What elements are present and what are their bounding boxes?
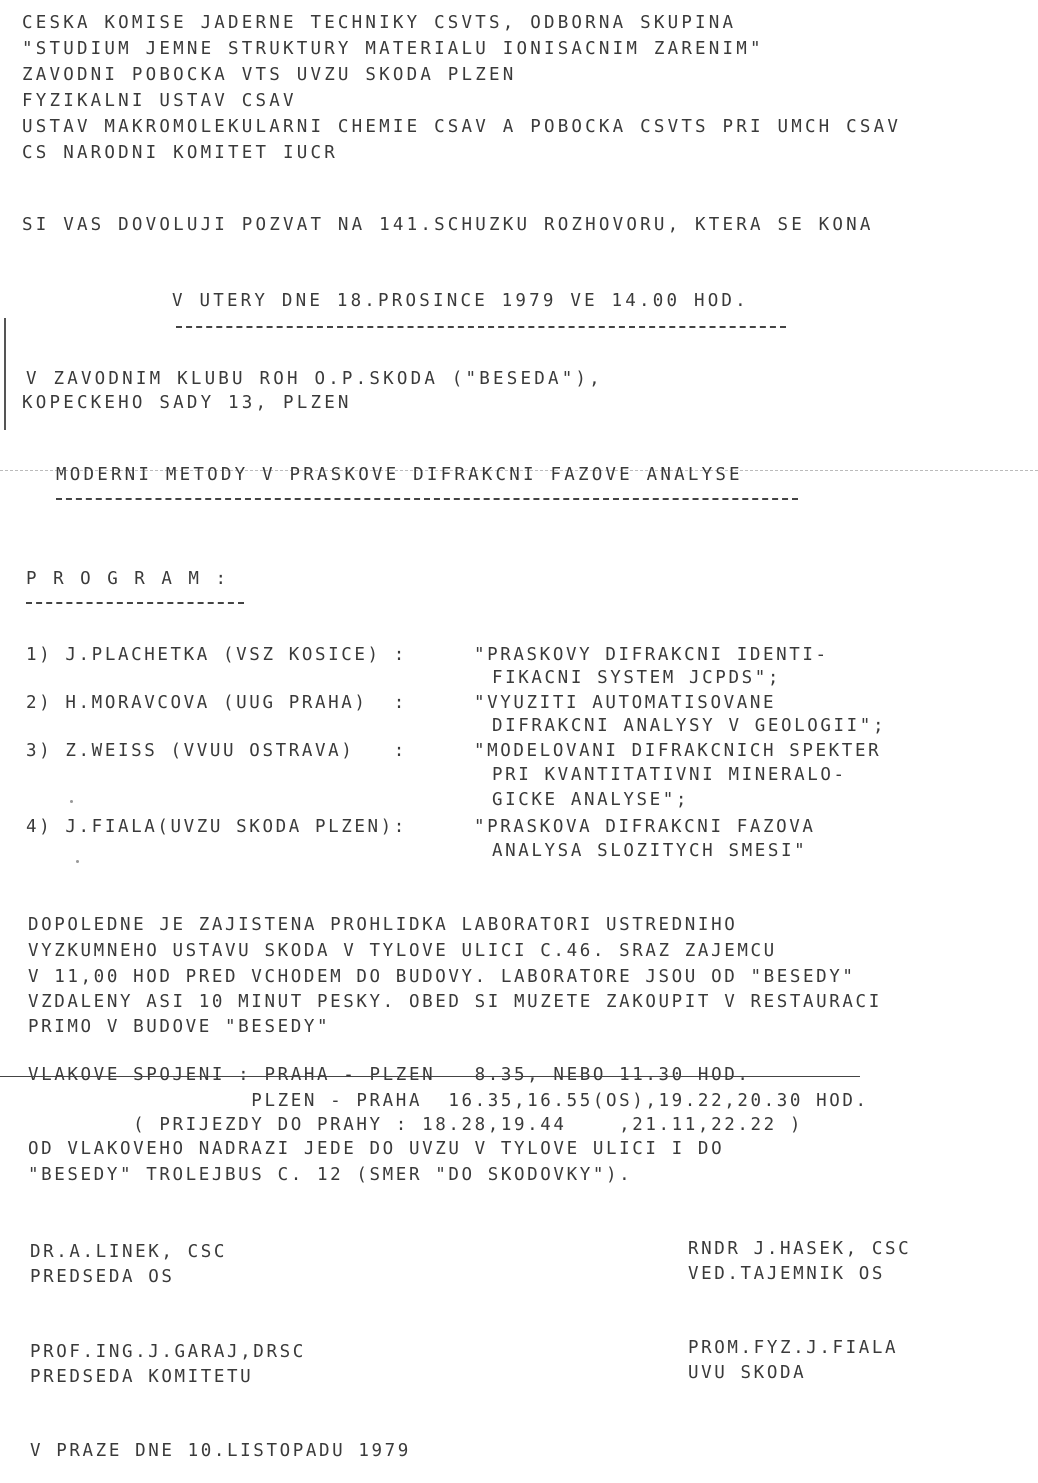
signature-2-role: VED.TAJEMNIK OS xyxy=(688,1264,886,1284)
program-speaker-2: 2) H.MORAVCOVA (UUG PRAHA) : xyxy=(26,693,407,713)
header-line-3: ZAVODNI POBOCKA VTS UVZU SKODA PLZEN xyxy=(22,65,517,85)
program-title-2b: DIFRAKCNI ANALYSY V GEOLOGII"; xyxy=(492,716,887,736)
program-speaker-1: 1) J.PLACHETKA (VSZ KOSICE) : xyxy=(26,645,407,665)
program-title-1a: "PRASKOVY DIFRAKCNI IDENTI- xyxy=(474,645,829,665)
program-title-3b: PRI KVANTITATIVNI MINERALO- xyxy=(492,765,847,785)
signature-4-name: PROM.FYZ.J.FIALA xyxy=(688,1338,899,1358)
train-line-2: PLZEN - PRAHA 16.35,16.55(OS),19.22,20.30 HOD. xyxy=(28,1091,869,1111)
program-title-3a: "MODELOVANI DIFRAKCNICH SPEKTER xyxy=(474,741,882,761)
program-heading: P R O G R A M : xyxy=(26,569,230,589)
signature-1-role: PREDSEDA OS xyxy=(30,1267,175,1287)
morning-line-2: VYZKUMNEHO USTAVU SKODA V TYLOVE ULICI C.46. SRAZ ZAJEMCU xyxy=(28,941,777,961)
strike-line xyxy=(0,1076,860,1077)
date-underline xyxy=(176,326,786,328)
invitation-text: SI VAS DOVOLUJI POZVAT NA 141.SCHUZKU ROZHOVORU, KTERA SE KONA xyxy=(22,215,874,235)
program-title-1b: FIKACNI SYSTEM JCPDS"; xyxy=(492,668,781,688)
program-speaker-3: 3) Z.WEISS (VVUU OSTRAVA) : xyxy=(26,741,407,761)
specks xyxy=(76,860,79,863)
header-line-6: CS NARODNI KOMITET IUCR xyxy=(22,143,338,163)
signature-1-name: DR.A.LINEK, CSC xyxy=(30,1242,228,1262)
program-title-3c: GICKE ANALYSE"; xyxy=(492,790,690,810)
train-line-4: OD VLAKOVEHO NADRAZI JEDE DO UVZU V TYLOVE ULICI I DO xyxy=(28,1139,725,1159)
morning-line-3: V 11,00 HOD PRED VCHODEM DO BUDOVY. LABORATORE JSOU OD "BESEDY" xyxy=(28,967,856,987)
closing-date: V PRAZE DNE 10.LISTOPADU 1979 xyxy=(30,1441,411,1461)
signature-2-name: RNDR J.HASEK, CSC xyxy=(688,1239,912,1259)
morning-line-5: PRIMO V BUDOVE "BESEDY" xyxy=(28,1017,331,1037)
margin-mark xyxy=(4,318,6,430)
header-line-5: USTAV MAKROMOLEKULARNI CHEMIE CSAV A POBOCKA CSVTS PRI UMCH CSAV xyxy=(22,117,902,137)
header-line-4: FYZIKALNI USTAV CSAV xyxy=(22,91,297,111)
program-title-2a: "VYUZITI AUTOMATISOVANE xyxy=(474,693,777,713)
train-line-3: ( PRIJEZDY DO PRAHY : 18.28,19.44 ,21.11,22.22 ) xyxy=(28,1115,804,1135)
morning-line-1: DOPOLEDNE JE ZAJISTENA PROHLIDKA LABORATORI USTREDNIHO xyxy=(28,915,738,935)
morning-line-4: VZDALENY ASI 10 MINUT PESKY. OBED SI MUZETE ZAKOUPIT V RESTAURACI xyxy=(28,992,882,1012)
venue-line-2: KOPECKEHO SADY 13, PLZEN xyxy=(22,393,352,413)
header-line-2: "STUDIUM JEMNE STRUKTURY MATERIALU IONISACNIM ZARENIM" xyxy=(22,39,764,59)
venue-line-1: V ZAVODNIM KLUBU ROH O.P.SKODA ("BESEDA"), xyxy=(26,369,603,389)
header-line-1: CESKA KOMISE JADERNE TECHNIKY CSVTS, ODBORNA SKUPINA xyxy=(22,13,737,33)
program-speaker-4: 4) J.FIALA(UVZU SKODA PLZEN): xyxy=(26,817,407,837)
program-heading-underline xyxy=(26,602,244,604)
signature-3-name: PROF.ING.J.GARAJ,DRSC xyxy=(30,1342,306,1362)
specks xyxy=(70,800,73,803)
signature-3-role: PREDSEDA KOMITETU xyxy=(30,1367,254,1387)
program-title-4b: ANALYSA SLOZITYCH SMESI" xyxy=(492,841,808,861)
train-line-1: VLAKOVE SPOJENI : PRAHA - PLZEN 8.35, NEBO 11.30 HOD. xyxy=(28,1065,751,1085)
program-title-4a: "PRASKOVA DIFRAKCNI FAZOVA xyxy=(474,817,816,837)
train-line-5: "BESEDY" TROLEJBUS C. 12 (SMER "DO SKODOVKY"). xyxy=(28,1165,633,1185)
meeting-date: V UTERY DNE 18.PROSINCE 1979 VE 14.00 HOD. xyxy=(172,291,749,311)
signature-4-role: UVU SKODA xyxy=(688,1363,807,1383)
topic-title: MODERNI METODY V PRASKOVE DIFRAKCNI FAZOVE ANALYSE xyxy=(56,465,743,485)
topic-underline xyxy=(56,498,798,500)
